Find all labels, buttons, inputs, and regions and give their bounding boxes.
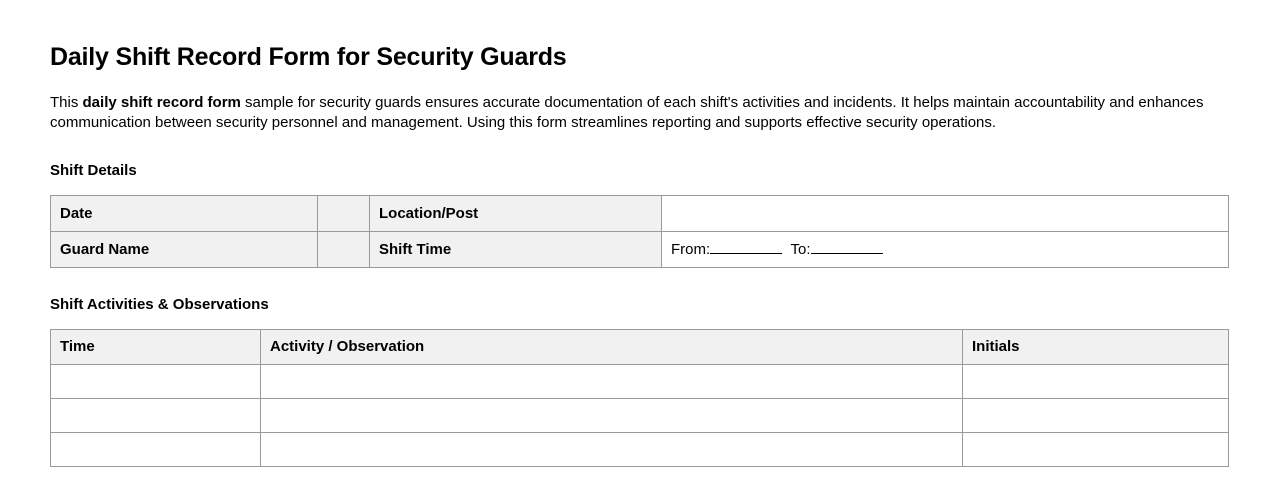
cell-initials[interactable] [963, 398, 1229, 432]
table-row [51, 195, 1229, 231]
column-header-initials: Initials [963, 329, 1229, 364]
intro-text-before: This [50, 94, 83, 111]
table-row [51, 231, 1229, 267]
cell-time[interactable] [51, 432, 261, 466]
shift-time-to-blank[interactable] [811, 241, 883, 254]
intro-paragraph [50, 93, 1228, 134]
column-header-time: Time [51, 329, 261, 364]
column-header-activity-observation: Activity / Observation [261, 329, 963, 364]
table-row [51, 398, 1229, 432]
shift-time-from-label: From: [671, 240, 711, 258]
cell-initials[interactable] [963, 364, 1229, 398]
field-value-location-post[interactable] [662, 195, 1229, 231]
table-row [51, 364, 1229, 398]
section-heading-shift-details: Shift Details [50, 161, 137, 179]
cell-activity[interactable] [261, 398, 963, 432]
shift-time-from-blank[interactable] [710, 241, 782, 254]
section-heading-shift-activities: Shift Activities & Observations [50, 295, 269, 313]
table-header-row [51, 329, 1229, 364]
cell-time[interactable] [51, 364, 261, 398]
field-value-date[interactable] [318, 195, 370, 231]
field-label-location-post: Location/Post [370, 195, 662, 231]
intro-text-bold: daily shift record form [82, 94, 241, 111]
cell-activity[interactable] [261, 364, 963, 398]
page-title: Daily Shift Record Form for Security Guards [50, 43, 567, 71]
shift-time-to-label: To: [790, 240, 811, 258]
intro-text-after: sample for security guards ensures accurate documentation of each shift's activities and incidents. It helps maintain accountability and enhances communication between security personnel and management. Using this form streamlines reporting and supports effective security operations. [50, 94, 1204, 132]
table-row [51, 432, 1229, 466]
shift-activities-table [50, 329, 1229, 467]
cell-time[interactable] [51, 398, 261, 432]
shift-details-table [50, 195, 1229, 268]
field-label-date: Date [51, 195, 318, 231]
field-label-shift-time: Shift Time [370, 231, 662, 267]
shift-time-from-to [671, 241, 883, 258]
field-label-guard-name: Guard Name [51, 231, 318, 267]
field-value-shift-time[interactable] [662, 231, 1229, 267]
cell-initials[interactable] [963, 432, 1229, 466]
cell-activity[interactable] [261, 432, 963, 466]
field-value-guard-name[interactable] [318, 231, 370, 267]
